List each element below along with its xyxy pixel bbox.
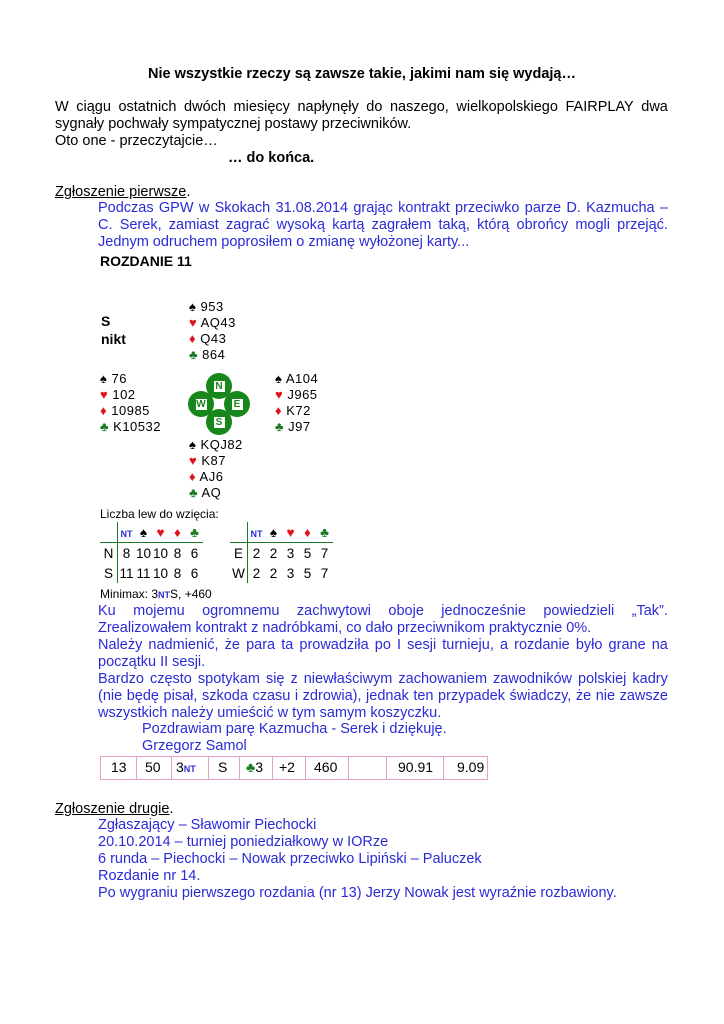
report2-heading-dot: .	[169, 801, 174, 817]
intro-line-1: W ciągu ostatnich dwóch miesięcy napłynęły do naszego, wielkopolskiego FAIRPLAY dwa	[55, 99, 668, 115]
compass-south: S	[206, 409, 232, 435]
spade-icon: ♠	[100, 371, 108, 386]
diamond-icon: ♦	[275, 403, 283, 418]
report1-heading	[55, 184, 190, 200]
west-hearts: 102	[112, 387, 136, 402]
report2-body	[98, 817, 617, 902]
nt-icon: NT	[120, 528, 133, 539]
diamond-icon: ♦	[189, 469, 197, 484]
score-lead: ♣3	[246, 759, 263, 775]
score-points: 460	[314, 759, 338, 775]
spade-icon: ♠	[139, 524, 148, 540]
spade-icon: ♠	[269, 524, 278, 540]
deal-header: ROZDANIE 11	[100, 253, 192, 269]
report2-line-1: Zgłaszający – Sławomir Piechocki	[98, 817, 317, 833]
report2-heading-text: Zgłoszenie drugie	[55, 801, 170, 817]
report1-signature: Grzegorz Samol	[142, 738, 247, 754]
east-clubs: J97	[288, 419, 311, 434]
east-hearts: J965	[287, 387, 318, 402]
page-title: Nie wszystkie rzeczy są zawsze takie, jakimi nam się wydają…	[148, 66, 576, 82]
report1-paragraph-4: Bardzo często spotykam się z niewłaściwym zachowaniem zawodników polskiej kadry (nie będę pisał, szkoda czasu i zdrowia), jednak ten przypadek świadczy, że nie zawsze wszystkich należy umieścić w tym samym koszyczku.	[98, 671, 668, 721]
west-diamonds: 10985	[111, 403, 150, 418]
intro-line-3: Oto one - przeczytajcie…	[55, 133, 218, 149]
report2-line-3: 6 runda – Piechocki – Nowak przeciwko Lipiński – Paluczek	[98, 851, 482, 867]
heart-icon: ♥	[286, 524, 295, 540]
report1-paragraph-1: Podczas GPW w Skokach 31.08.2014 grając kontrakt przeciwko parze D. Kazmucha – C. Serek, zamiast zagrać wysoką kartą zagrałem taką, którą obrońcy mogli przejąć. Jednym odruchem poprosiłem o zmianę wyłożonej karty...	[98, 200, 668, 250]
south-diamonds: AJ6	[199, 469, 224, 484]
report2-line-4: Rozdanie nr 14.	[98, 868, 201, 884]
club-icon: ♣	[190, 524, 199, 540]
south-spades: KQJ82	[200, 437, 243, 452]
diamond-icon: ♦	[304, 524, 311, 540]
north-hearts: AQ43	[200, 315, 236, 330]
intro-line-2: sygnały pochwały sympatycznej postawy przeciwników.	[55, 116, 412, 132]
score-ns: 50	[145, 759, 161, 775]
score-declarer: S	[218, 759, 228, 775]
report1-p1-line-3: Jednym odruchem poprosiłem o zmianę wyłożonej karty...	[98, 234, 470, 250]
intro	[55, 99, 668, 166]
heart-icon: ♥	[100, 387, 109, 402]
south-hearts: K87	[201, 453, 226, 468]
tricks-table-ns	[100, 522, 203, 583]
deal-vulnerability: nikt	[101, 331, 126, 347]
east-spades: A104	[285, 371, 319, 386]
club-icon: ♣	[246, 759, 256, 775]
nt-icon: NT	[158, 590, 171, 600]
north-hand	[189, 299, 236, 363]
compass-north: N	[206, 373, 232, 399]
spade-icon: ♠	[189, 437, 197, 452]
tricks-row-e: E 2 2 3 5 7	[230, 543, 333, 564]
report1-paragraph-3: Należy nadmienić, że para ta prowadziła po I sesji turnieju, a rozdanie było grane na początku II sesji.	[98, 637, 668, 670]
score-result: +2	[279, 759, 295, 775]
minimax: Minimax: 3NTS, +460	[100, 587, 212, 601]
nt-icon: NT	[250, 528, 263, 539]
compass-icon	[188, 373, 250, 437]
tricks-row-n: N 8 10 10 8 6	[100, 543, 203, 564]
compass-east: E	[224, 391, 250, 417]
north-clubs: 864	[202, 347, 226, 362]
north-spades: 953	[200, 299, 224, 314]
intro-line-4: … do końca.	[228, 150, 315, 166]
report1-greeting: Pozdrawiam parę Kazmucha - Serek i dziękuję.	[142, 721, 447, 737]
heart-icon: ♥	[275, 387, 284, 402]
report1-p4-line-3: wszystkich należy umieścić w tym samym koszyczku.	[98, 705, 442, 721]
north-diamonds: Q43	[200, 331, 227, 346]
report1-paragraph-2: Ku mojemu ogromnemu zachwytowi oboje jednocześnie powiedzieli „Tak”. Zrealizowałem kontrakt z nadróbkami, co dało przeciwnikom praktycznie 0%.	[98, 603, 668, 636]
west-hand	[100, 371, 161, 435]
nt-icon: NT	[183, 764, 196, 774]
spade-icon: ♠	[275, 371, 283, 386]
score-pct-ns: 90.91	[398, 759, 434, 775]
compass-west: W	[188, 391, 214, 417]
tricks-row-s: S 11 11 10 8 6	[100, 563, 203, 583]
report2-heading	[55, 801, 174, 817]
diamond-icon: ♦	[100, 403, 108, 418]
heart-icon: ♥	[156, 524, 165, 540]
report1-p2-line-2: Zrealizowałem kontrakt z nadróbkami, co dało przeciwnikom praktycznie 0%.	[98, 620, 592, 636]
club-icon: ♣	[320, 524, 329, 540]
score-contract: 3NT	[176, 759, 196, 775]
tricks-row-w: W 2 2 3 5 7	[230, 563, 333, 583]
south-hand	[189, 437, 243, 501]
diamond-icon: ♦	[189, 331, 197, 346]
score-pct-ew: 9.09	[457, 759, 485, 775]
club-icon: ♣	[275, 419, 285, 434]
club-icon: ♣	[189, 485, 199, 500]
heart-icon: ♥	[189, 453, 198, 468]
report2-line-5: Po wygraniu pierwszego rozdania (nr 13) Jerzy Nowak jest wyraźnie rozbawiony.	[98, 885, 617, 901]
east-diamonds: K72	[286, 403, 311, 418]
west-clubs: K10532	[113, 419, 161, 434]
score-board: 13	[111, 759, 127, 775]
east-hand	[275, 371, 318, 435]
score-row	[100, 756, 488, 780]
report2-line-2: 20.10.2014 – turniej poniedziałkowy w IORze	[98, 834, 389, 850]
south-clubs: AQ	[201, 485, 222, 500]
spade-icon: ♠	[189, 299, 197, 314]
diamond-icon: ♦	[174, 524, 181, 540]
club-icon: ♣	[189, 347, 199, 362]
deal-dealer: S	[101, 313, 111, 329]
tricks-table-ew	[230, 522, 333, 583]
heart-icon: ♥	[189, 315, 198, 330]
report1-heading-dot: .	[186, 184, 191, 200]
report1-p3-line-2: początku II sesji.	[98, 654, 206, 670]
west-spades: 76	[111, 371, 127, 386]
club-icon: ♣	[100, 419, 110, 434]
tricks-label: Liczba lew do wzięcia:	[100, 507, 219, 521]
report1-heading-text: Zgłoszenie pierwsze	[55, 184, 187, 200]
